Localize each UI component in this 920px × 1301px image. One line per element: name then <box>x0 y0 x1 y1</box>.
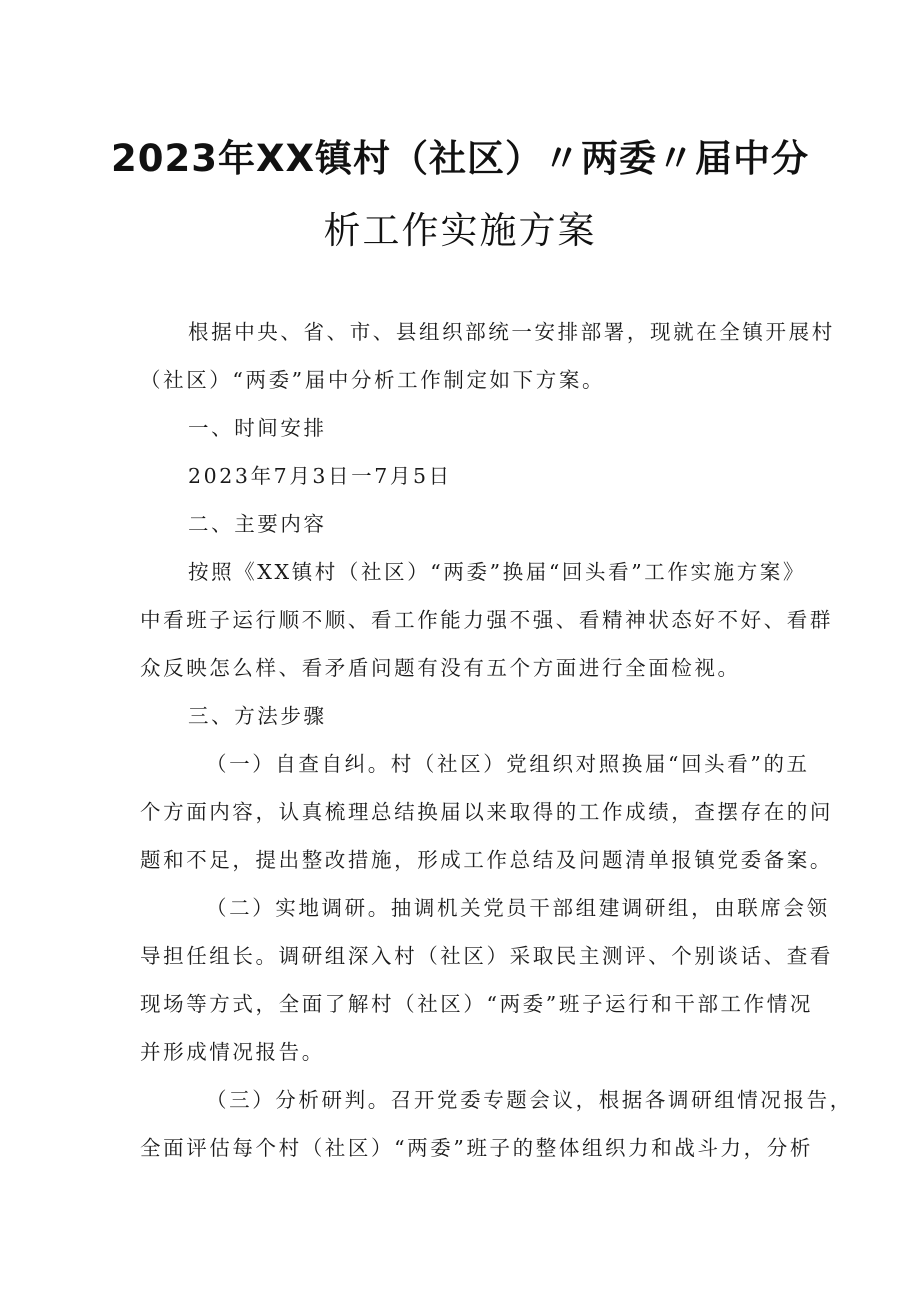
paragraph-step1-line-3: 题和不足，提出整改措施，形成工作总结及问题清单报镇党委备案。 <box>140 848 833 872</box>
paragraph-step2-line-3: 现场等方式，全面了解村（社区）“两委”班子运行和干部工作情况 <box>140 992 813 1016</box>
paragraph-step2-line-1: （二）实地调研。抽调机关党员干部组建调研组，由联席会领 <box>206 896 830 920</box>
section-heading-steps: 三、方法步骤 <box>188 704 327 728</box>
paragraph-step1-line-2: 个方面内容，认真梳理总结换届以来取得的工作成绩，查摆存在的问 <box>140 800 833 824</box>
paragraph-content-line-2: 中看班子运行顺不顺、看工作能力强不强、看精神状态好不好、看群 <box>140 608 833 632</box>
paragraph-step2-line-2: 导担任组长。调研组深入村（社区）采取民主测评、个别谈话、查看 <box>140 944 833 968</box>
section-heading-content: 二、主要内容 <box>188 512 327 536</box>
section-heading-schedule: 一、时间安排 <box>188 416 327 440</box>
paragraph-content-line-1: 按照《XX镇村（社区）“两委”换届“回头看”工作实施方案》 <box>188 560 807 584</box>
paragraph-step3-line-2: 全面评估每个村（社区）“两委”班子的整体组织力和战斗力，分析 <box>140 1136 813 1160</box>
document-title-line-2: 析工作实施方案 <box>323 209 597 252</box>
paragraph-step1-line-1: （一）自查自纠。村（社区）党组织对照换届“回头看”的五 <box>206 752 810 776</box>
paragraph-step2-line-4: 并形成情况报告。 <box>140 1040 325 1064</box>
paragraph-intro-line-1: 根据中央、省、市、县组织部统一安排部署，现就在全镇开展村 <box>188 320 835 344</box>
schedule-date-range: 2023年7月3日一7月5日 <box>188 464 452 488</box>
paragraph-content-line-3: 众反映怎么样、看矛盾问题有没有五个方面进行全面检视。 <box>140 656 741 680</box>
paragraph-intro-line-2: （社区）“两委”届中分析工作制定如下方案。 <box>140 368 606 392</box>
paragraph-step3-line-1: （三）分析研判。召开党委专题会议，根据各调研组情况报告， <box>206 1088 853 1112</box>
document-title-line-1: 2023年XX镇村（社区）〃两委〃届中分 <box>110 137 810 180</box>
